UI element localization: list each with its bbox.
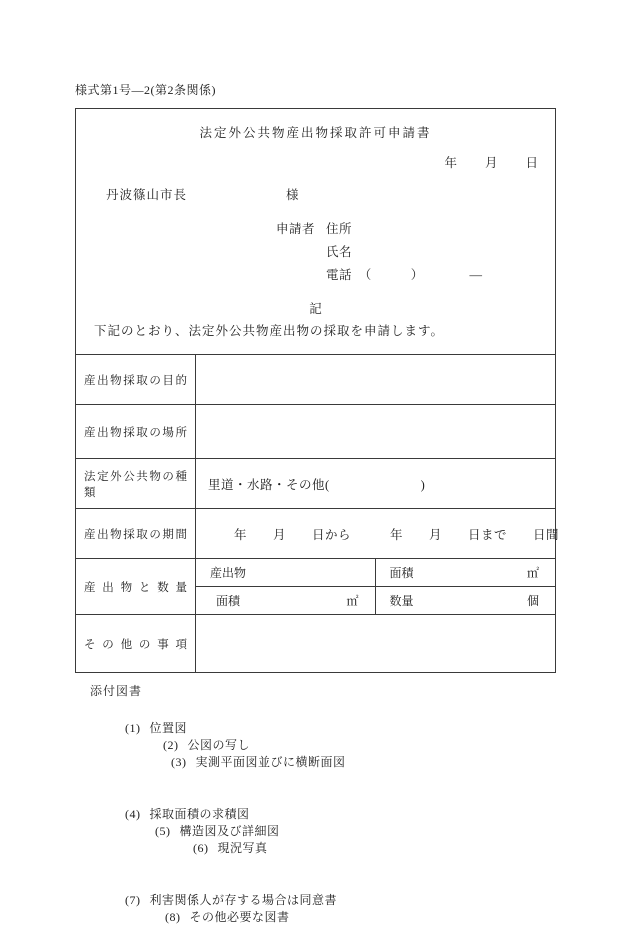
date-blank-line: 年 月 日 bbox=[444, 156, 539, 170]
form-title: 法定外公共物産出物採取許可申請書 bbox=[199, 126, 432, 140]
row-label-other-matters: その他の事項 bbox=[76, 615, 196, 673]
attachments-line-1 bbox=[90, 704, 346, 785]
quantity-subgrid bbox=[196, 559, 555, 614]
row-value-property-type: 里道・水路・その他( ) bbox=[208, 477, 426, 492]
quantity-subrow-1 bbox=[196, 559, 555, 587]
row-value-purpose bbox=[196, 355, 555, 404]
applicant-address-label: 住所 bbox=[326, 222, 353, 236]
applicant-name-label: 氏名 bbox=[326, 245, 353, 259]
quantity-subrow-2 bbox=[196, 587, 555, 614]
addressee-honorific: 様 bbox=[286, 188, 299, 202]
attachment-item-8: (8) その他必要な図書 bbox=[165, 910, 290, 924]
product-label: 産出物 bbox=[210, 566, 247, 580]
count-label: 数量 bbox=[389, 594, 414, 608]
row-label-property-type: 法定外公共物の種類 bbox=[76, 459, 196, 508]
applicant-phone-line: 電話 （ ） ― bbox=[326, 268, 483, 282]
attachments-line-2 bbox=[90, 790, 346, 871]
cell-count bbox=[376, 587, 556, 614]
ki-heading: 記 bbox=[309, 302, 322, 316]
attachment-item-7: (7) 利害関係人が存する場合は同意書 bbox=[125, 893, 338, 907]
table-row-period bbox=[76, 508, 560, 558]
area-label: 面積 bbox=[389, 566, 414, 580]
attachment-item-1: (1) 位置図 bbox=[125, 721, 188, 735]
table-row-product-quantity bbox=[76, 558, 555, 614]
cell-area-left bbox=[196, 587, 376, 614]
form-number: 様式第1号―2(第2条関係) bbox=[75, 83, 216, 97]
attachment-item-3: (3) 実測平面図並びに横断面図 bbox=[171, 755, 346, 769]
area-label-2: 面積 bbox=[216, 594, 241, 608]
attachment-item-5: (5) 構造図及び詳細図 bbox=[155, 824, 280, 838]
addressee-mayor: 丹波篠山市長 bbox=[106, 188, 188, 202]
attachment-item-2: (2) 公図の写し bbox=[163, 738, 251, 752]
row-value-period: 年 月 日から 年 月 日まで 日間 bbox=[208, 527, 560, 542]
cell-product bbox=[196, 559, 376, 586]
row-label-location: 産出物採取の場所 bbox=[76, 405, 196, 458]
row-label-period: 産出物採取の期間 bbox=[76, 509, 196, 558]
form-table bbox=[76, 354, 560, 673]
attachment-item-4: (4) 採取面積の求積図 bbox=[125, 807, 250, 821]
row-label-product-quantity: 産出物と数量 bbox=[76, 559, 196, 614]
table-row-property-type bbox=[76, 458, 555, 508]
row-value-other-matters bbox=[196, 615, 555, 673]
area-unit-2: ㎡ bbox=[346, 594, 359, 608]
applicant-label: 申請者 bbox=[276, 222, 316, 236]
attachments-line-3 bbox=[90, 876, 346, 940]
count-unit: 個 bbox=[526, 594, 539, 608]
form-header bbox=[76, 109, 555, 354]
row-value-location bbox=[196, 405, 555, 458]
table-row-other-matters bbox=[76, 614, 555, 673]
area-unit: ㎡ bbox=[526, 566, 539, 580]
form-border-box bbox=[75, 108, 560, 673]
attachments-heading: 添付図書 bbox=[90, 684, 143, 698]
cell-area-right bbox=[376, 559, 556, 586]
declaration-sentence: 下記のとおり、法定外公共物産出物の採取を申請します。 bbox=[94, 324, 445, 338]
attachments-section bbox=[90, 682, 346, 940]
attachment-item-6: (6) 現況写真 bbox=[193, 841, 268, 855]
table-row-purpose bbox=[76, 354, 555, 404]
row-label-purpose: 産出物採取の目的 bbox=[76, 355, 196, 404]
table-row-location bbox=[76, 404, 555, 458]
